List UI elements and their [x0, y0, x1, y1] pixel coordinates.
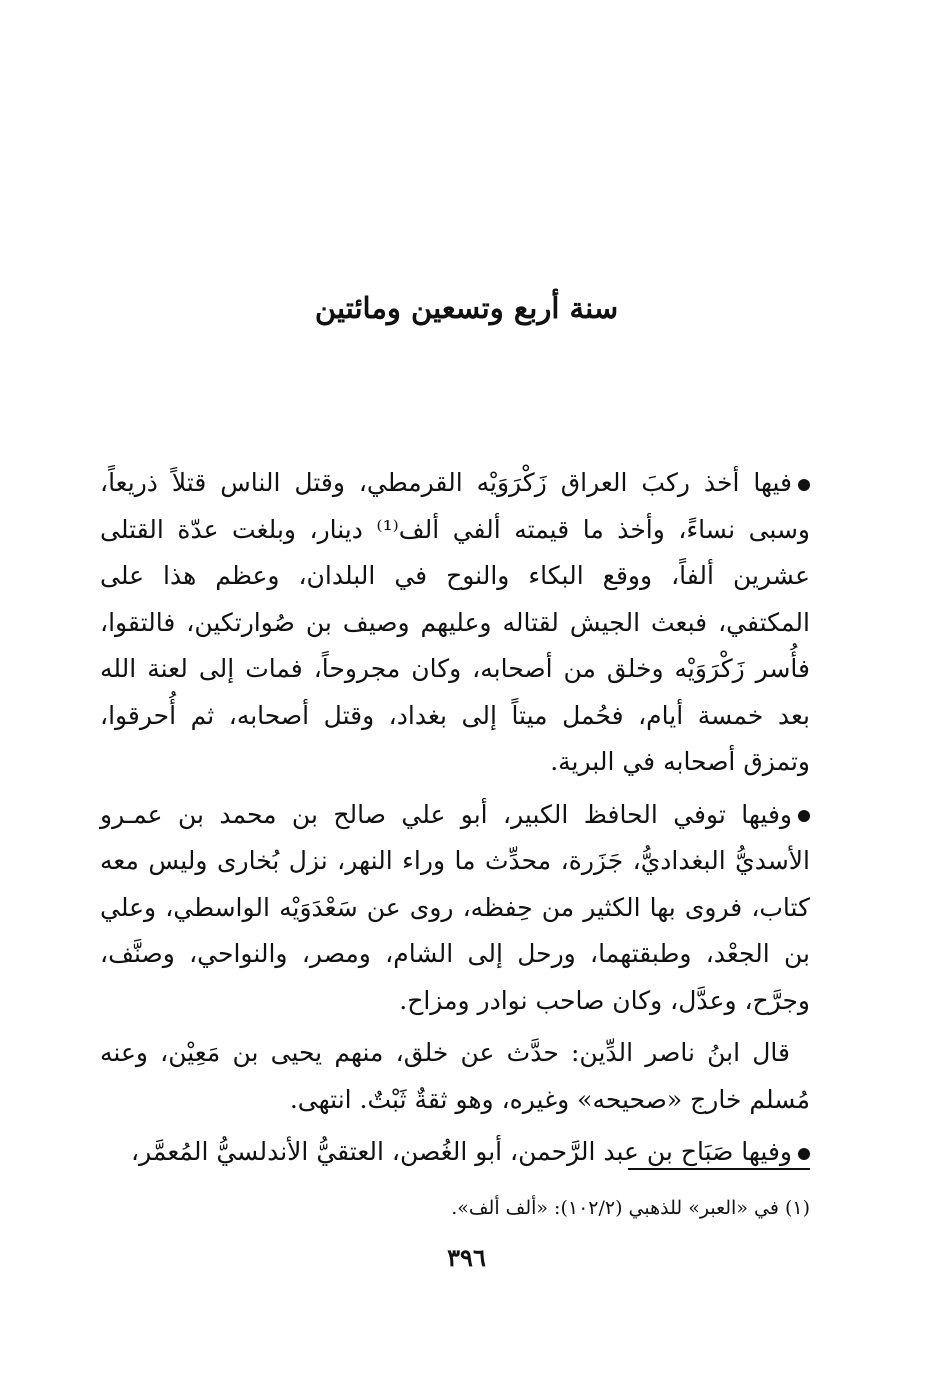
bullet-icon — [798, 1148, 810, 1160]
page-number: ٣٩٦ — [447, 1243, 486, 1272]
paragraph-raid — [100, 460, 810, 786]
footnote: (١) في «العبر» للذهبي (١٠٢/٢): «ألف ألف». — [451, 1197, 810, 1219]
paragraph-text: وفيها صَبَاح بن عبد الرَّحمن، أبو الغُصن، العتقيُّ الأندلسيُّ المُعمَّر، — [131, 1137, 792, 1166]
bullet-icon — [798, 479, 810, 491]
bullet-icon — [798, 810, 810, 822]
footnote-divider — [628, 1168, 810, 1170]
paragraph-text: وفيها توفي الحافظ الكبير، أبو علي صالح بن محمد بن عمـرو الأسديُّ البغداديُّ، جَزَرة، محدِّث ما وراء النهر، نزل بُخارى وليس معه كتاب، فروى بها الكثير من حِفظه، روى عن سَعْدَوَيْه الواسطي، وعلي بن الجعْد، وطبقتهما، ورحل إلى الشام، ومصر، والنواحي، وصنَّف، وجرَّح، وعدَّل، وكان صاحب نوادر ومزاح. — [100, 799, 810, 1015]
chapter-title: سنة أربع وتسعين ومائتين — [314, 291, 619, 325]
paragraph-text: قال ابنُ ناصر الدِّين: حدَّث عن خلق، منهم يحيى بن مَعِيْن، وعنه مُسلم خارج «صحيحه» وغيره، وهو ثقةٌ ثَبْتٌ. انتهى. — [100, 1038, 810, 1114]
paragraph-text: فيها أخذ ركبَ العراق زَكْرَوَيْه القرمطي، وقتل الناس قتلاً ذريعاً، وسبى نساءً، وأخذ ما قيمته ألفي ألف⁽¹⁾ دينار، وبلغت عدّة القتلى عشرين ألفاً، ووقع البكاء والنوح في البلدان، وعظم هذا على المكتفي، فبعث الجيش لقتاله وعليهم وصيف بن صُوارتكين، فالتقوا، فأُسر زَكْرَوَيْه وخلق من أصحابه، وكان مجروحاً، فمات إلى لعنة الله بعد خمسة أيام، فحُمل ميتاً إلى بغداد، وقتل أصحابه، ثم أُحرقوا، وتمزق أصحابه في البرية. — [100, 468, 810, 776]
paragraph-quote-ibn-nasir — [100, 1030, 810, 1123]
paragraph-obituary-salih — [100, 792, 810, 1025]
body-text — [100, 460, 810, 1182]
